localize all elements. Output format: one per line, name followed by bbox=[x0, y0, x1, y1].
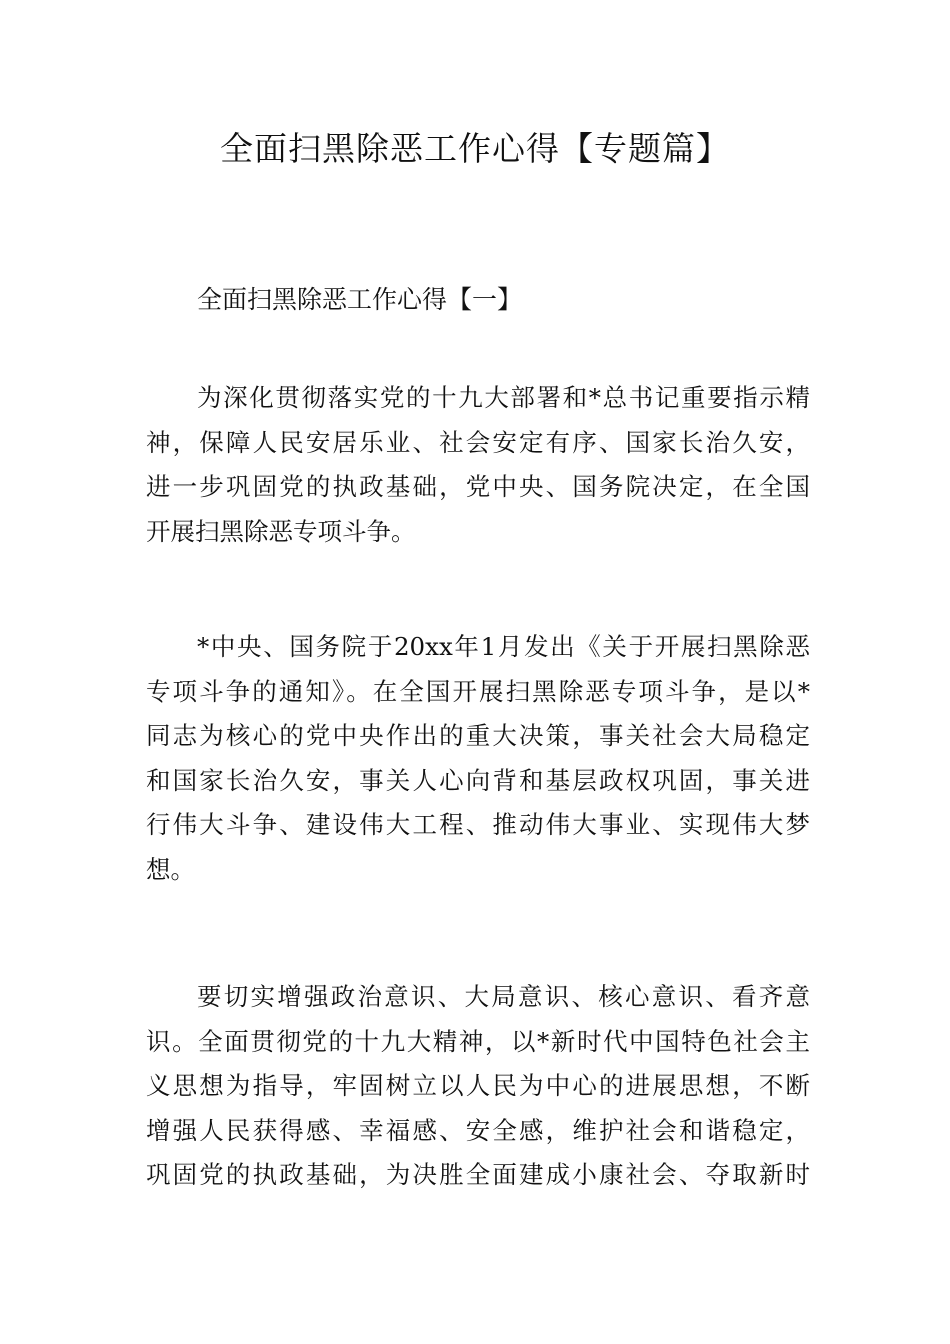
document-title: 全面扫黑除恶工作心得【专题篇】 bbox=[220, 129, 730, 168]
paragraph-line: 神，保障人民安居乐业、社会安定有序、国家长治久安， bbox=[146, 427, 810, 457]
paragraph-line: 开展扫黑除恶专项斗争。 bbox=[146, 516, 416, 546]
section-heading: 全面扫黑除恶工作心得【一】 bbox=[197, 285, 523, 314]
paragraph-line: 识。全面贯彻党的十九大精神，以*新时代中国特色社会主 bbox=[146, 1026, 810, 1056]
paragraph-line: 行伟大斗争、建设伟大工程、推动伟大事业、实现伟大梦 bbox=[146, 810, 810, 839]
paragraph-line: *中央、国务院于20xx年1月发出《关于开展扫黑除恶 bbox=[197, 632, 810, 661]
paragraph-2 bbox=[146, 625, 810, 892]
paragraph-line: 要切实增强政治意识、大局意识、核心意识、看齐意 bbox=[197, 982, 810, 1011]
paragraph-line: 巩固党的执政基础，为决胜全面建成小康社会、夺取新时 bbox=[146, 1160, 810, 1189]
paragraph-3 bbox=[146, 975, 810, 1198]
paragraph-line: 和国家长治久安，事关人心向背和基层政权巩固，事关进 bbox=[146, 765, 810, 795]
paragraph-1 bbox=[146, 376, 810, 554]
paragraph-line: 同志为核心的党中央作出的重大决策，事关社会大局稳定 bbox=[146, 721, 810, 750]
paragraph-line: 想。 bbox=[146, 854, 195, 884]
paragraph-line: 专项斗争的通知》。在全国开展扫黑除恶专项斗争，是以* bbox=[146, 676, 810, 706]
paragraph-line: 义思想为指导，牢固树立以人民为中心的进展思想，不断 bbox=[146, 1071, 810, 1100]
paragraph-line: 增强人民获得感、幸福感、安全感，维护社会和谐稳定， bbox=[146, 1115, 810, 1145]
paragraph-line: 为深化贯彻落实党的十九大部署和*总书记重要指示精 bbox=[197, 383, 810, 412]
paragraph-line: 进一步巩固党的执政基础，党中央、国务院决定，在全国 bbox=[146, 472, 810, 501]
